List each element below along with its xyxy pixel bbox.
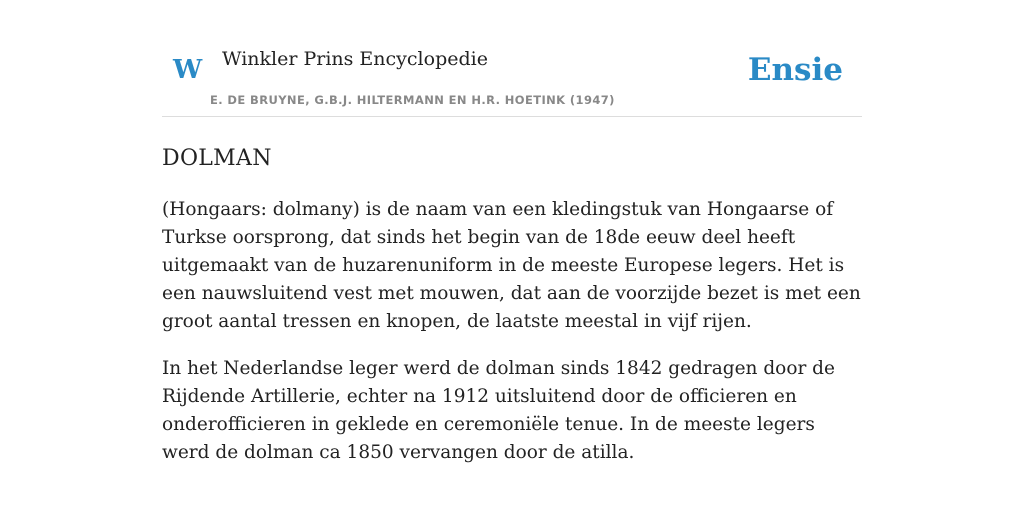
article-paragraph: (Hongaars: dolmany) is de naam van een kledingstuk van Hongaarse of Turkse oorsprong, dat sinds het begin van de 18de eeuw deel heeft uitgemaakt van de huzarenuniform in de meeste Europese legers. Het is een nauwsluitend vest met mouwen, dat aan de voorzijde bezet is met een groot aantal tressen en knopen, de laatste meestal in vijf rijen. (162, 199, 861, 332)
article-headword: DOLMAN (162, 146, 272, 171)
source-header (162, 0, 862, 117)
article-page (162, 0, 862, 467)
source-title[interactable]: Winkler Prins Encyclopedie (222, 48, 488, 70)
winkler-prins-logo-icon[interactable]: W (173, 55, 203, 85)
source-authors: E. DE BRUYNE, G.B.J. HILTERMANN EN H.R. HOETINK (1947) (210, 93, 615, 107)
article-paragraph: In het Nederlandse leger werd de dolman sinds 1842 gedragen door de Rijdende Artillerie, echter na 1912 uitsluitend door de officieren en onderofficieren in geklede en ceremoniële tenue. In de meeste legers werd de dolman ca 1850 vervangen door de atilla. (162, 358, 835, 463)
article-body (162, 196, 862, 467)
ensie-logo[interactable]: Ensie (747, 52, 843, 88)
